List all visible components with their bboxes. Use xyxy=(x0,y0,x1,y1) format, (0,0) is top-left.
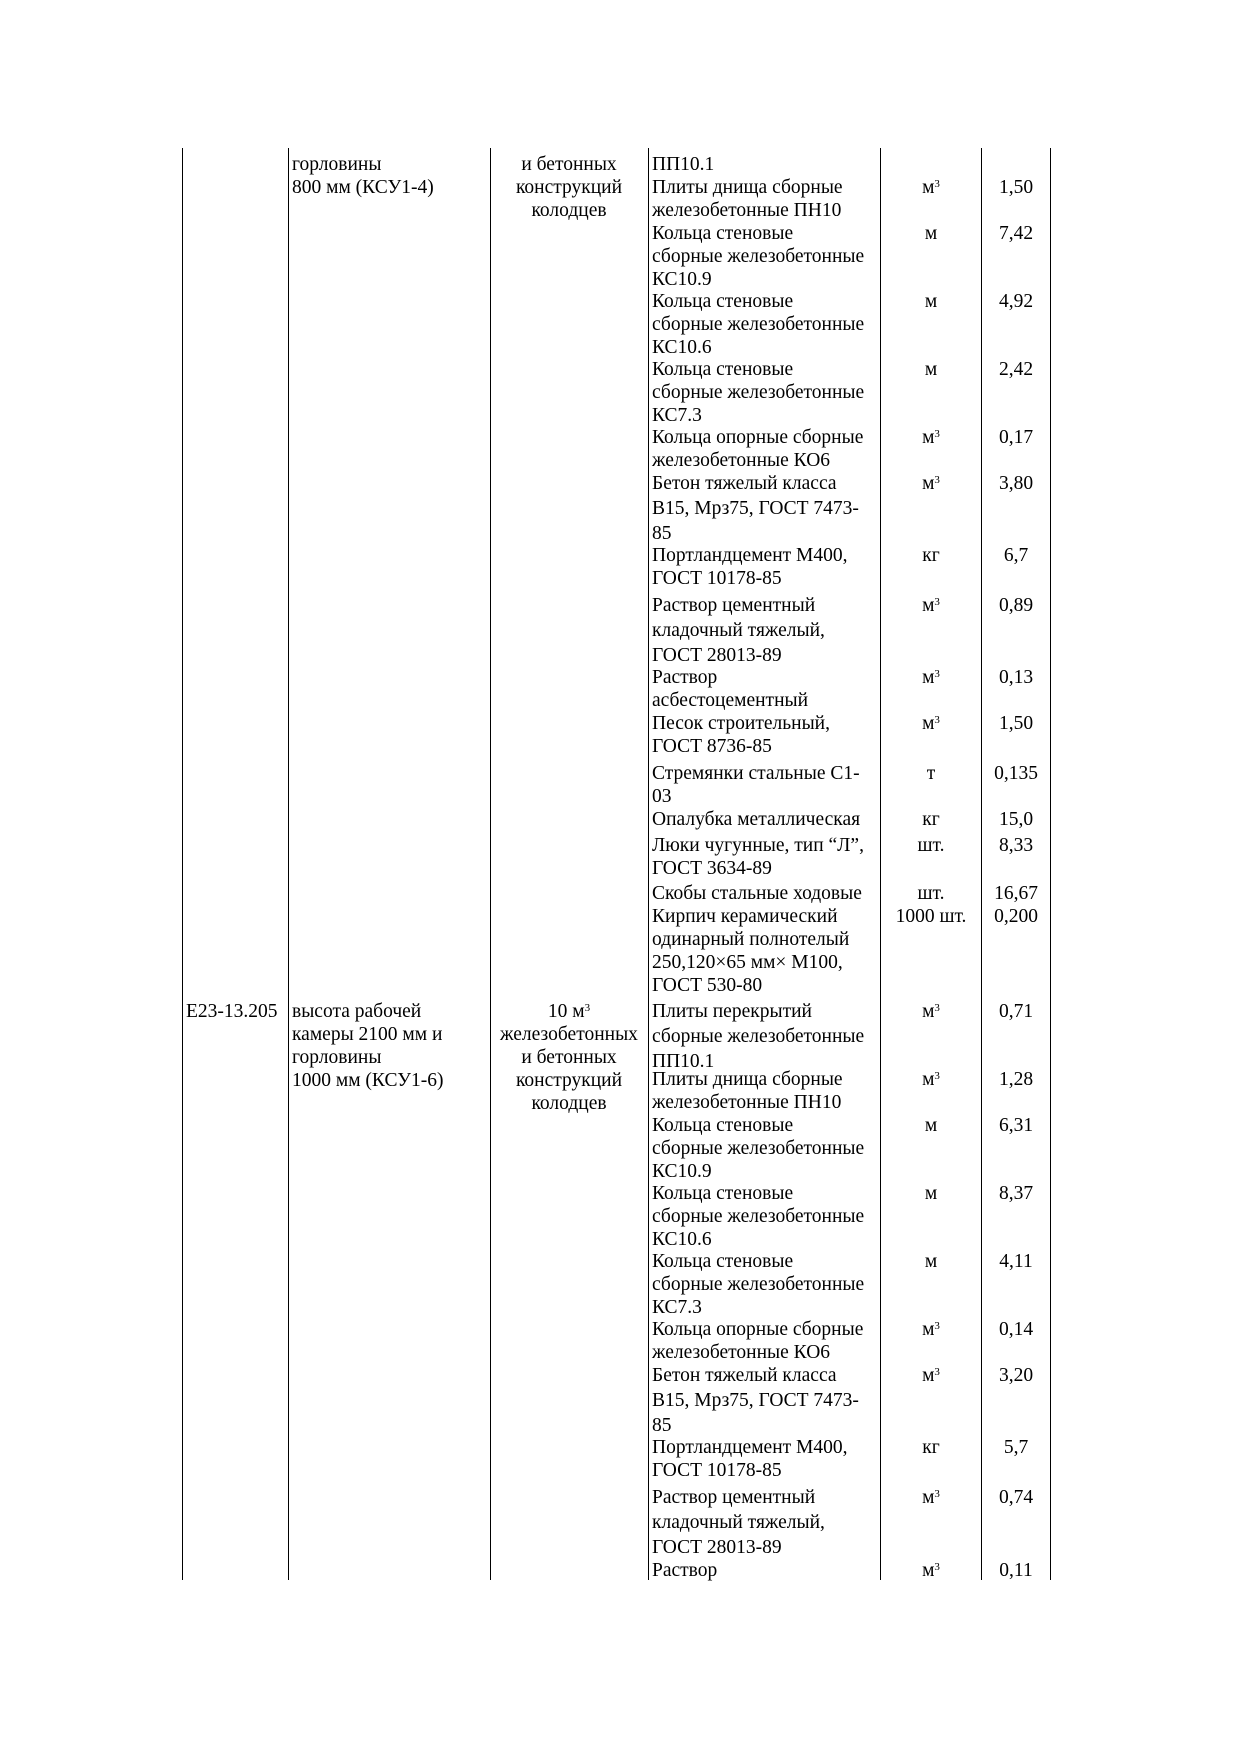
material-unit: м xyxy=(924,1183,938,1204)
material-unit: $м^3$ xyxy=(922,427,940,448)
material-unit: кг xyxy=(922,1437,940,1458)
material-unit: $м^3$ xyxy=(922,1365,940,1386)
material-quantity: 7,42 xyxy=(998,223,1034,244)
material-name: Кирпич керамический xyxy=(652,906,838,927)
work-description: 800 мм (КСУ1-4) xyxy=(292,177,434,198)
material-quantity: 8,37 xyxy=(998,1183,1034,1204)
measure-unit: 10 $м^3$ xyxy=(547,1001,591,1022)
measure-unit: конструкций xyxy=(515,1070,623,1091)
material-unit: $м^3$ xyxy=(922,667,940,688)
material-quantity: 0,14 xyxy=(998,1319,1034,1340)
material-unit: м xyxy=(924,291,938,312)
material-name: В15, Мрз75, ГОСТ 7473- xyxy=(652,498,859,519)
material-unit: $м^3$ xyxy=(922,177,940,198)
material-unit: $м^3$ xyxy=(922,595,940,616)
material-unit: м xyxy=(924,1251,938,1272)
material-name: сборные железобетонные xyxy=(652,246,865,267)
column-divider xyxy=(288,148,289,1580)
material-name: Бетон тяжелый класса xyxy=(652,1365,837,1386)
material-quantity: 0,74 xyxy=(998,1487,1034,1508)
material-quantity: 2,42 xyxy=(998,359,1034,380)
material-quantity: 0,200 xyxy=(994,906,1038,927)
material-quantity: 4,92 xyxy=(998,291,1034,312)
material-name: Портландцемент М400, xyxy=(652,545,848,566)
material-quantity: 1,50 xyxy=(998,177,1034,198)
material-name: ПП10.1 xyxy=(652,1051,715,1072)
work-description: горловины xyxy=(292,154,382,175)
material-name: одинарный полнотелый xyxy=(652,929,850,950)
material-unit: т xyxy=(926,763,936,784)
material-unit: м xyxy=(924,1115,938,1136)
measure-unit: конструкций xyxy=(515,177,623,198)
material-name: Раствор xyxy=(652,667,718,688)
column-divider xyxy=(648,148,649,1580)
material-unit: м xyxy=(924,359,938,380)
material-name: сборные железобетонные xyxy=(652,1274,865,1295)
material-name: сборные железобетонные xyxy=(652,314,865,335)
material-quantity: 6,31 xyxy=(998,1115,1034,1136)
material-name: КС7.3 xyxy=(652,1297,702,1318)
measure-unit: железобетонных xyxy=(500,1024,638,1045)
material-quantity: 0,89 xyxy=(998,595,1034,616)
material-name: Кольца стеновые xyxy=(652,291,794,312)
material-name: Кольца стеновые xyxy=(652,223,794,244)
material-name: Скобы стальные ходовые xyxy=(652,883,862,904)
material-name: КС10.9 xyxy=(652,1161,712,1182)
material-name: Раствор цементный xyxy=(652,1487,816,1508)
material-unit: $м^3$ xyxy=(922,1001,940,1022)
table-border-right xyxy=(1050,148,1051,1580)
material-quantity: 0,13 xyxy=(998,667,1034,688)
material-name: 85 xyxy=(652,1415,672,1436)
material-unit: 1000 шт. xyxy=(895,906,967,927)
material-quantity: 15,0 xyxy=(998,809,1034,830)
material-name: ГОСТ 28013-89 xyxy=(652,1537,782,1558)
material-unit: $м^3$ xyxy=(922,1069,940,1090)
material-unit: $м^3$ xyxy=(922,1487,940,1508)
material-name: кладочный тяжелый, xyxy=(652,620,825,641)
material-name: Кольца стеновые xyxy=(652,1115,794,1136)
material-name: сборные железобетонные xyxy=(652,382,865,403)
table-border-left xyxy=(182,148,183,1580)
work-description: высота рабочей xyxy=(292,1001,422,1022)
material-quantity: 0,17 xyxy=(998,427,1034,448)
material-name: Люки чугунные, тип “Л”, xyxy=(652,835,864,856)
measure-unit: и бетонных xyxy=(521,1047,617,1068)
material-name: асбестоцементный xyxy=(652,690,809,711)
material-unit: $м^3$ xyxy=(922,473,940,494)
material-name: Бетон тяжелый класса xyxy=(652,473,837,494)
measure-unit: колодцев xyxy=(531,200,607,221)
material-unit: шт. xyxy=(917,835,945,856)
material-name: кладочный тяжелый, xyxy=(652,1512,825,1533)
material-name: ПП10.1 xyxy=(652,154,715,175)
material-name: Плиты днища сборные xyxy=(652,177,843,198)
material-quantity: 0,11 xyxy=(999,1560,1033,1581)
material-name: Кольца стеновые xyxy=(652,1251,794,1272)
work-description: 1000 мм (КСУ1-6) xyxy=(292,1070,444,1091)
material-name: ГОСТ 10178-85 xyxy=(652,1460,782,1481)
material-name: 250,120×65 мм× М100, xyxy=(652,952,843,973)
material-quantity: 0,71 xyxy=(998,1001,1034,1022)
material-name: железобетонные КО6 xyxy=(652,1342,831,1363)
material-name: Кольца стеновые xyxy=(652,359,794,380)
material-name: Раствор xyxy=(652,1560,718,1581)
measure-unit: колодцев xyxy=(531,1093,607,1114)
material-name: КС7.3 xyxy=(652,405,702,426)
material-name: железобетонные КО6 xyxy=(652,450,831,471)
material-name: КС10.9 xyxy=(652,269,712,290)
material-quantity: 0,135 xyxy=(994,763,1038,784)
material-name: железобетонные ПН10 xyxy=(652,200,842,221)
material-name: Опалубка металлическая xyxy=(652,809,861,830)
material-quantity: 1,28 xyxy=(998,1069,1034,1090)
material-quantity: 3,80 xyxy=(998,473,1034,494)
material-name: Песок строительный, xyxy=(652,713,830,734)
work-description: горловины xyxy=(292,1047,382,1068)
material-unit: кг xyxy=(922,545,940,566)
material-unit: м xyxy=(924,223,938,244)
material-name: сборные железобетонные xyxy=(652,1206,865,1227)
material-name: ГОСТ 10178-85 xyxy=(652,568,782,589)
measure-unit: и бетонных xyxy=(521,154,617,175)
material-name: ГОСТ 3634-89 xyxy=(652,858,772,879)
material-quantity: 6,7 xyxy=(1003,545,1029,566)
material-name: ГОСТ 28013-89 xyxy=(652,645,782,666)
material-name: 85 xyxy=(652,523,672,544)
material-name: Раствор цементный xyxy=(652,595,816,616)
material-quantity: 3,20 xyxy=(998,1365,1034,1386)
material-name: ГОСТ 8736-85 xyxy=(652,736,772,757)
material-unit: кг xyxy=(922,809,940,830)
material-name: Кольца опорные сборные xyxy=(652,1319,864,1340)
material-quantity: 4,11 xyxy=(999,1251,1033,1272)
material-quantity: 8,33 xyxy=(998,835,1034,856)
material-name: сборные железобетонные xyxy=(652,1138,865,1159)
material-name: ГОСТ 530-80 xyxy=(652,975,763,996)
material-quantity: 16,67 xyxy=(994,883,1038,904)
column-divider xyxy=(490,148,491,1580)
material-name: железобетонные ПН10 xyxy=(652,1092,842,1113)
material-name: КС10.6 xyxy=(652,1229,712,1250)
material-unit: $м^3$ xyxy=(922,713,940,734)
material-name: Портландцемент М400, xyxy=(652,1437,848,1458)
material-unit: шт. xyxy=(917,883,945,904)
material-name: В15, Мрз75, ГОСТ 7473- xyxy=(652,1390,859,1411)
material-unit: $м^3$ xyxy=(922,1560,940,1581)
work-description: камеры 2100 мм и xyxy=(292,1024,443,1045)
material-name: Стремянки стальные С1- xyxy=(652,763,860,784)
norm-code: Е23-13.205 xyxy=(186,1001,278,1022)
material-name: Плиты днища сборные xyxy=(652,1069,843,1090)
material-name: Кольца опорные сборные xyxy=(652,427,864,448)
material-quantity: 1,50 xyxy=(998,713,1034,734)
material-quantity: 5,7 xyxy=(1003,1437,1029,1458)
material-name: 03 xyxy=(652,786,672,807)
material-name: Плиты перекрытий xyxy=(652,1001,812,1022)
material-name: КС10.6 xyxy=(652,337,712,358)
material-unit: $м^3$ xyxy=(922,1319,940,1340)
material-name: сборные железобетонные xyxy=(652,1026,865,1047)
material-name: Кольца стеновые xyxy=(652,1183,794,1204)
